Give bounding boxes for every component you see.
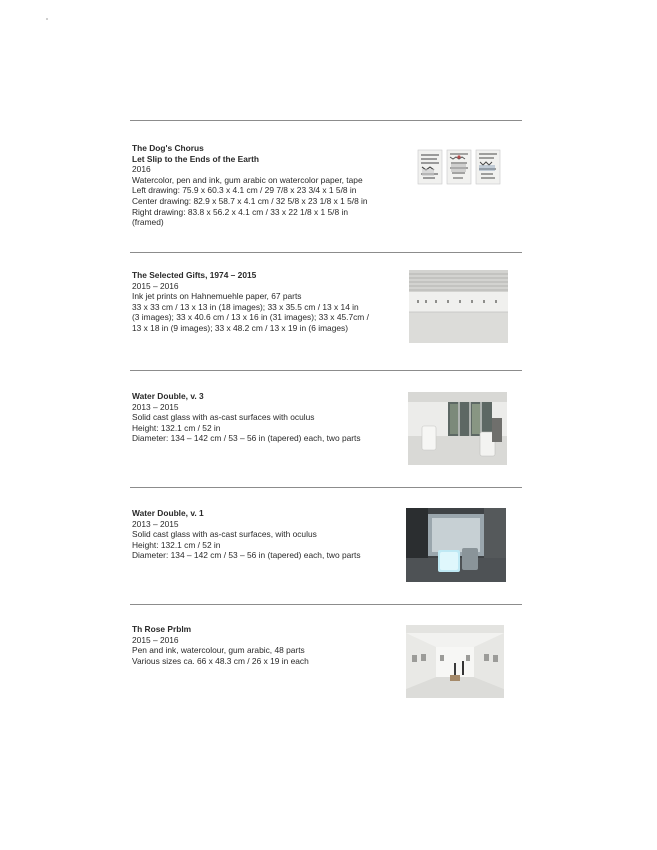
artwork-year: 2016 [132,164,151,175]
artwork-entry-th-rose-prblm [132,624,394,666]
artwork-medium: Solid cast glass with as-cast surfaces with oculus [132,412,315,423]
artwork-title: The Selected Gifts, 1974 – 2015 [132,270,257,280]
artwork-medium: Pen and ink, watercolour, gum arabic, 48 parts [132,645,305,656]
divider-rule [130,487,522,488]
artwork-year: 2013 – 2015 [132,518,179,529]
artwork-title: Water Double, v. 1 [132,508,204,518]
thumbnail-glass-cylinders-bright-room [408,392,507,465]
drawing-center [447,150,471,184]
drawing-right [476,150,500,184]
artwork-dimension-line: 13 x 18 in (9 images); 33 x 48.2 cm / 13 x 19 in (6 images) [132,322,348,333]
artwork-title: The Dog's Chorus [132,143,204,153]
artwork-medium: Solid cast glass with as-cast surfaces, with oculus [132,529,317,540]
artwork-dimension-line: (3 images); 33 x 40.6 cm / 13 x 16 in (31 images); 33 x 45.7cm / [132,312,369,323]
artwork-dimensions: Various sizes ca. 66 x 48.3 cm / 26 x 19 in each [132,655,309,666]
artwork-medium: Ink jet prints on Hahnemuehle paper, 67 parts [132,291,302,302]
divider-rule [130,604,522,605]
artwork-height: Height: 132.1 cm / 52 in [132,422,221,433]
drawing-left [418,150,442,184]
divider-rule [130,252,522,253]
artwork-dimension-line: Center drawing: 82.9 x 58.7 x 4.1 cm / 32 5/8 x 23 1/8 x 1 5/8 in [132,195,368,206]
divider-rule [130,120,522,121]
artwork-entry-dogs-chorus [132,143,394,228]
divider-rule [130,370,522,371]
scan-speck [46,18,48,20]
artwork-dimension-note: (framed) [132,217,164,228]
thumbnail-three-drawings [415,149,503,187]
artwork-year: 2015 – 2016 [132,634,179,645]
artwork-title: Th Rose Prblm [132,624,192,634]
artwork-year: 2015 – 2016 [132,280,179,291]
artwork-diameter: Diameter: 134 – 142 cm / 53 – 56 in (tapered) each, two parts [132,433,361,444]
artwork-height: Height: 132.1 cm / 52 in [132,539,221,550]
artwork-title: Water Double, v. 3 [132,391,204,401]
artwork-medium: Watercolor, pen and ink, gum arabic on watercolor paper, tape [132,174,363,185]
thumbnail-glass-cylinders-dark-room [406,508,506,582]
artwork-dimension-line: Left drawing: 75.9 x 60.3 x 4.1 cm / 29 7/8 x 23 3/4 x 1 5/8 in [132,185,357,196]
artwork-entry-water-double-v1 [132,508,394,561]
artwork-diameter: Diameter: 134 – 142 cm / 53 – 56 in (tapered) each, two parts [132,550,361,561]
artwork-subtitle: Let Slip to the Ends of the Earth [132,153,260,164]
thumbnail-white-gallery-installation [406,625,504,698]
artwork-year: 2013 – 2015 [132,401,179,412]
artwork-entry-water-double-v3 [132,391,394,444]
thumbnail-gallery-long-hall [409,270,508,343]
artwork-dimension-line: 33 x 33 cm / 13 x 13 in (18 images); 33 x 35.5 cm / 13 x 14 in [132,301,359,312]
artwork-dimension-line: Right drawing: 83.8 x 56.2 x 4.1 cm / 33 x 22 1/8 x 1 5/8 in [132,206,349,217]
artwork-entry-selected-gifts [132,270,394,334]
